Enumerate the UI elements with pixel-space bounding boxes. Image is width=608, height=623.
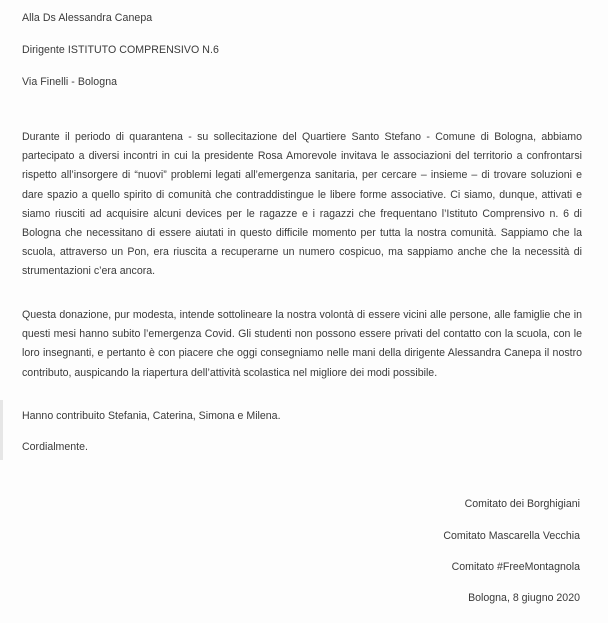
body-paragraph-2: Questa donazione, pur modesta, intende sottolineare la nostra volontà di essere vicini alle persone, alle famiglie che in questi mesi hanno subito l’emergenza Covid. Gli studenti non possono essere privati del contatto con la scuola, con le loro insegnanti, e pertanto è con piacere che oggi consegniamo nelle mani della dirigente Alessandra Canepa il nostro contributo, auspicando la riapertura dell’attività scolastica nel migliore dei modi possibile. xyxy=(22,309,582,379)
recipient-address: Via Finelli - Bologna xyxy=(22,76,118,88)
letter-body xyxy=(22,128,582,282)
place-date: Bologna, 8 giugno 2020 xyxy=(468,592,580,604)
signature-freemontagnola: Comitato #FreeMontagnola xyxy=(451,561,580,573)
closing-line: Cordialmente. xyxy=(22,441,88,453)
contributors-line: Hanno contribuito Stefania, Caterina, Simona e Milena. xyxy=(22,410,281,422)
signature-borghigiani: Comitato dei Borghigiani xyxy=(464,498,580,510)
signature-mascarella: Comitato Mascarella Vecchia xyxy=(443,530,580,542)
body-paragraph-1: Durante il periodo di quarantena - su sollecitazione del Quartiere Santo Stefano - Comune di Bologna, abbiamo partecipato a diversi incontri in cui la presidente Rosa Amorevole invitava le associazioni del territorio a confrontarsi rispetto all’insorgere di “nuovi” problemi legati all’emergenza sanitaria, per cercare – insieme – di trovare soluzioni e dare spazio a quello spirito di comunità che contraddistingue le libere forme associative. Ci siamo, dunque, attivati e siamo riusciti ad acquisire alcuni devices per le ragazze e i ragazzi che frequentano l’Istituto Comprensivo n. 6 di Bologna che necessitano di essere aiutati in questo difficile momento per tutta la nostra comunità. Sappiamo che la scuola, attraverso un Pon, era riuscita a recuperarne un numero cospicuo, ma sappiamo anche che la necessità di strumentazioni c’era ancora. xyxy=(22,131,582,278)
recipient-role: Dirigente ISTITUTO COMPRENSIVO N.6 xyxy=(22,44,219,56)
recipient-name: Alla Ds Alessandra Canepa xyxy=(22,12,153,24)
letter-body-2 xyxy=(22,306,582,383)
scan-edge-shadow xyxy=(0,400,3,460)
